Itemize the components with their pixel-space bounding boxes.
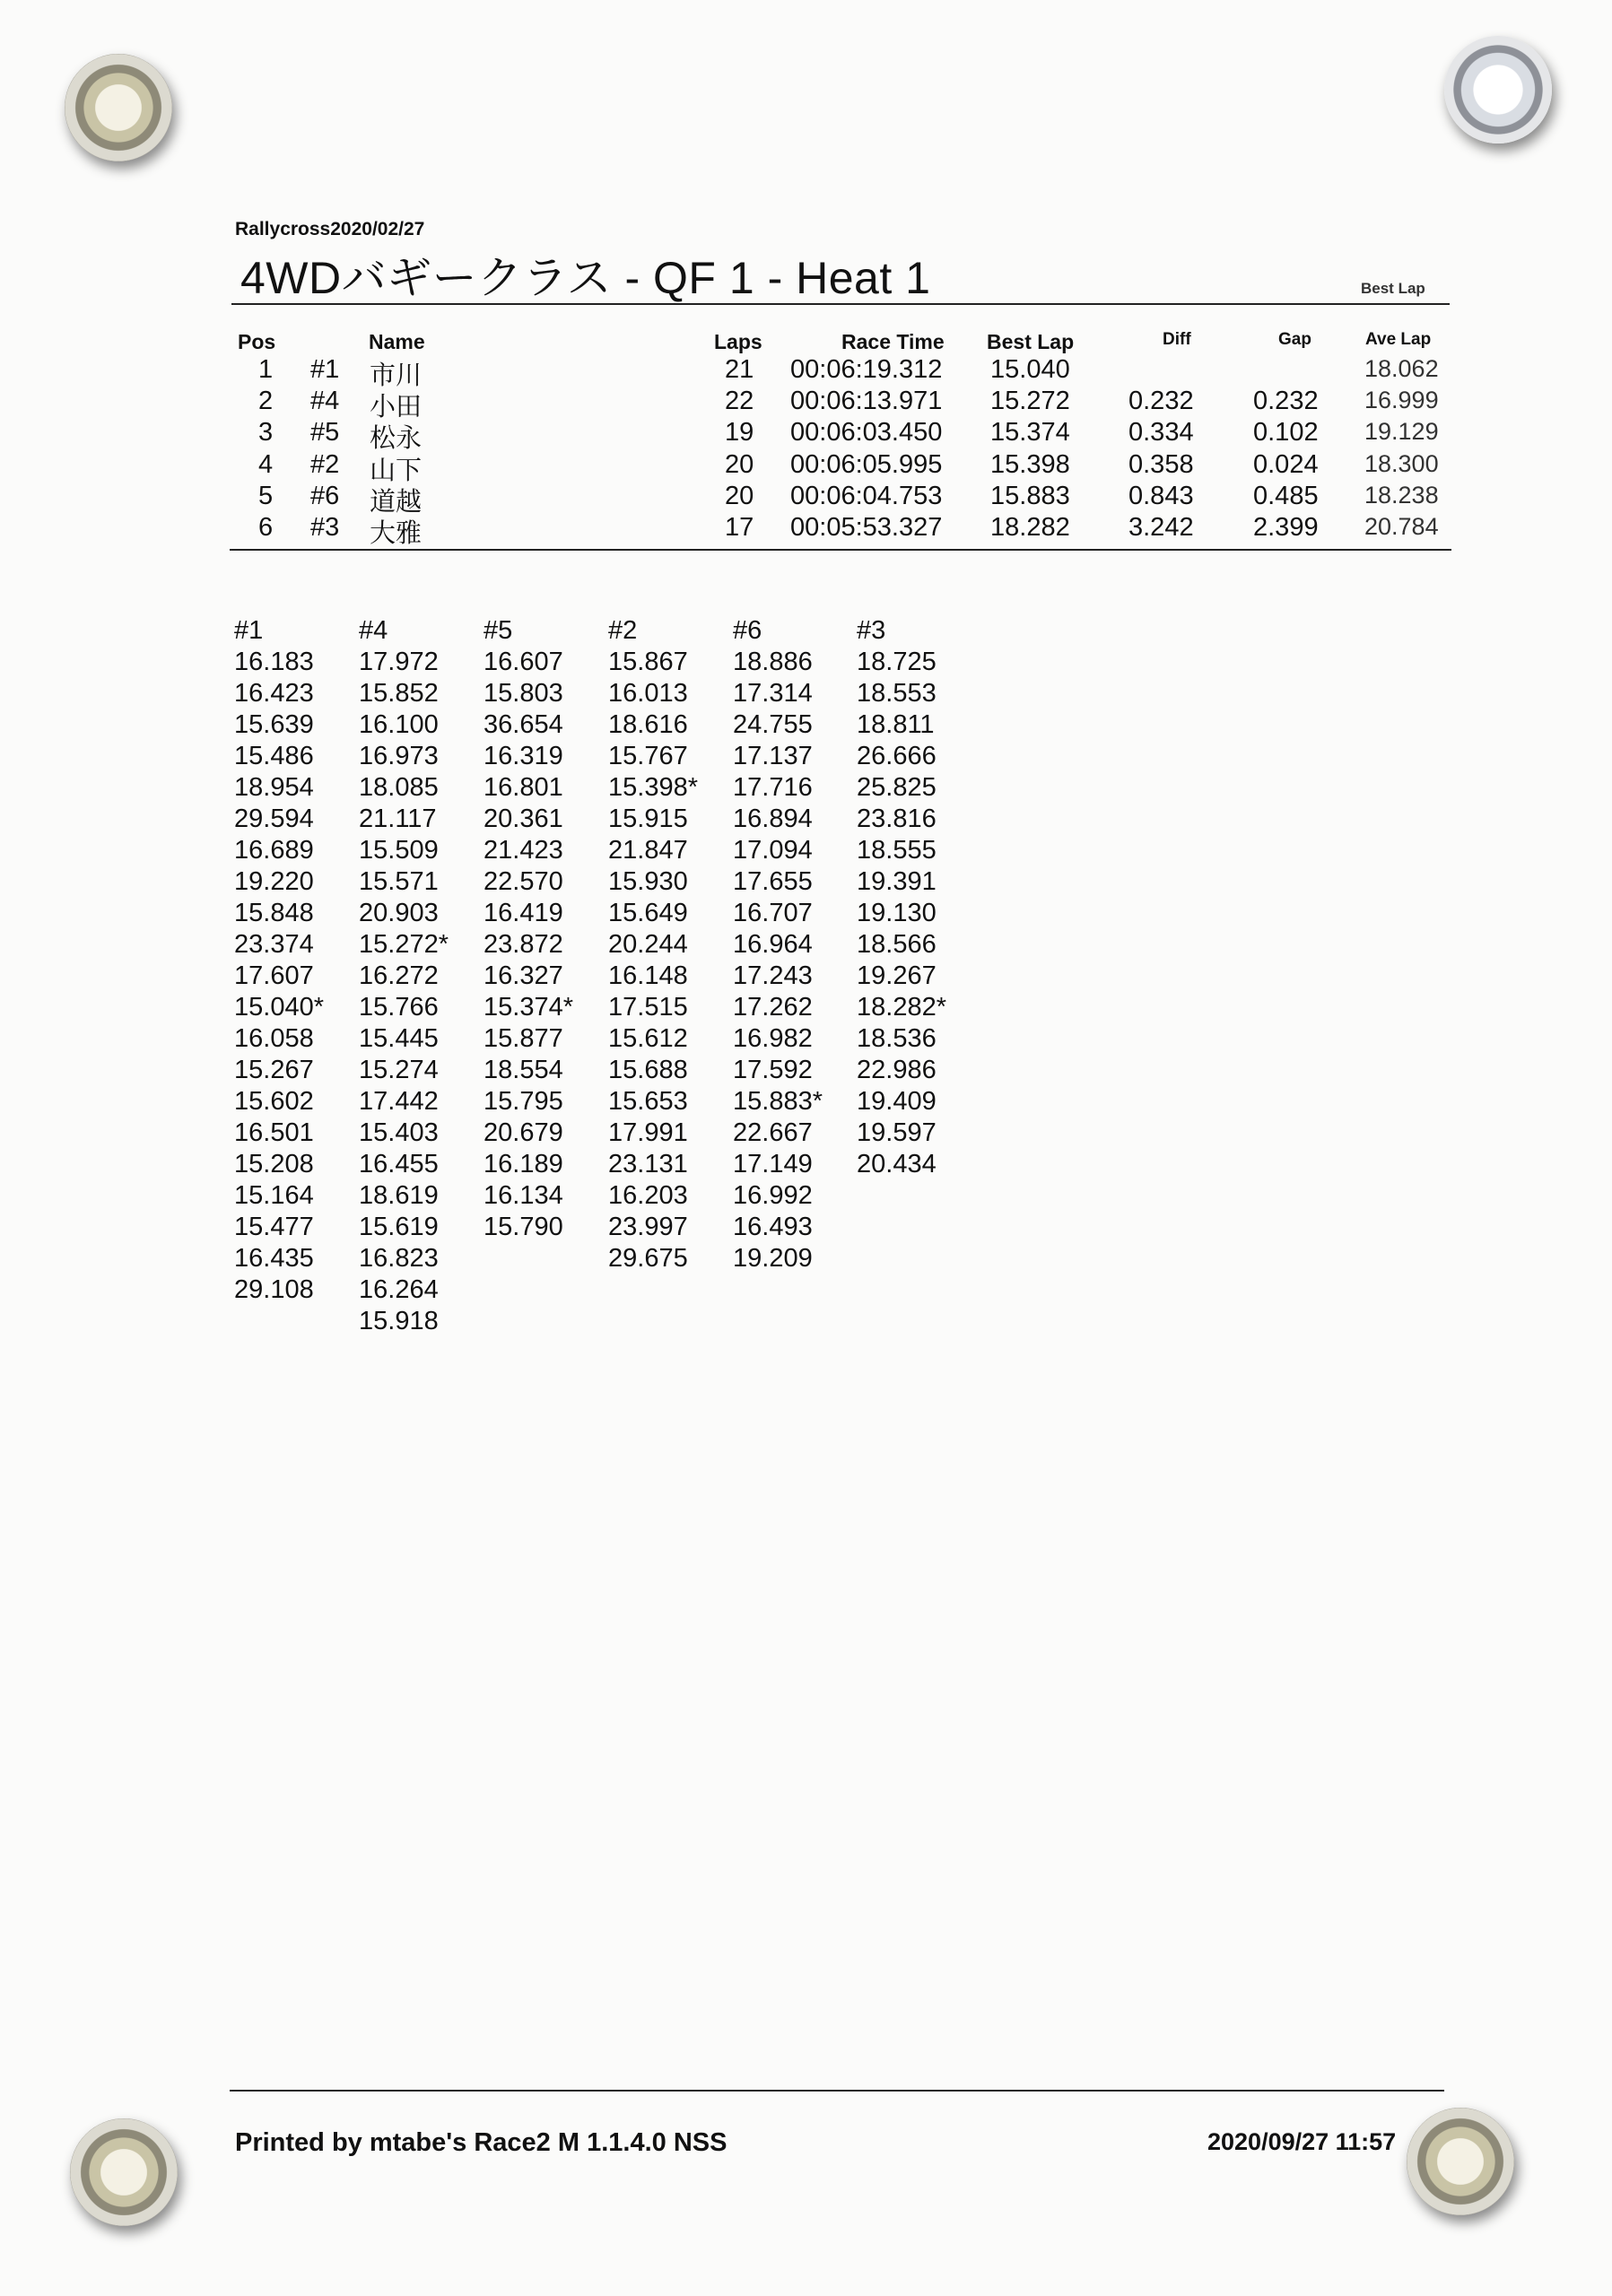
lap-time-cell: 23.872 [484,930,563,959]
lap-column-header: #5 [484,616,513,645]
lap-time-cell: 16.894 [733,804,813,833]
result-pos: 5 [258,481,274,510]
lap-time-cell: 16.319 [484,742,563,770]
lap-time-cell: 15.267 [234,1056,314,1084]
lap-time-cell: 15.915 [608,804,688,833]
lap-column-header: #1 [234,616,264,645]
lap-time-cell: 15.688 [608,1056,688,1084]
lap-time-cell: 18.282* [857,993,946,1022]
result-pos: 2 [258,387,274,416]
result-car-number: #5 [310,418,340,448]
result-best-lap: 18.282 [990,513,1070,542]
lap-time-cell: 18.811 [857,710,935,739]
result-driver-name: 道越 [370,487,423,517]
lap-time-cell: 19.597 [857,1118,937,1147]
result-gap: 0.024 [1253,449,1319,479]
result-ave-lap: 18.300 [1364,449,1439,477]
result-laps: 21 [725,355,754,384]
lap-time-cell: 17.991 [608,1118,688,1147]
lap-time-cell: 20.434 [857,1150,937,1178]
result-pos: 3 [258,418,274,448]
result-car-number: #4 [310,387,340,416]
lap-time-cell: 17.262 [733,993,813,1022]
printed-by-text: Printed by mtabe's Race2 M 1.1.4.0 NSS [235,2128,728,2157]
lap-time-cell: 16.607 [484,648,563,676]
result-pos: 6 [258,513,274,542]
lap-time-cell: 19.130 [857,899,937,927]
lap-time-cell: 15.918 [359,1307,439,1335]
lap-time-cell: 19.220 [234,867,314,896]
col-header-laps: Laps [714,330,762,353]
result-pos: 4 [258,449,274,479]
result-diff: 0.334 [1128,418,1194,448]
result-ave-lap: 18.062 [1364,355,1439,382]
lap-column-header: #2 [608,616,638,645]
result-car-number: #6 [310,481,340,510]
lap-column-header: #3 [857,616,886,645]
lap-time-cell: 18.954 [234,773,314,802]
lap-time-cell: 16.013 [608,679,688,708]
lap-time-cell: 16.189 [484,1150,563,1178]
lap-time-cell: 19.267 [857,961,937,990]
lap-time-cell: 15.795 [484,1087,563,1116]
lap-time-cell: 21.117 [359,804,437,833]
lap-time-cell: 19.209 [733,1244,813,1273]
lap-time-cell: 29.675 [608,1244,688,1273]
lap-time-cell: 15.040* [234,993,324,1022]
lap-time-cell: 18.085 [359,773,439,802]
result-car-number: #2 [310,449,340,479]
magnet-bottom-left [70,2118,178,2226]
lap-time-cell: 15.930 [608,867,688,896]
lap-time-cell: 15.766 [359,993,439,1022]
lap-time-cell: 21.423 [484,836,563,865]
lap-time-cell: 16.455 [359,1150,439,1178]
result-gap: 0.102 [1253,418,1319,448]
result-driver-name: 市川 [370,361,423,390]
lap-column [857,615,982,1180]
lap-time-cell: 16.272 [359,961,439,990]
col-header-ave-lap: Ave Lap [1365,330,1432,349]
lap-time-cell: 15.803 [484,679,563,708]
result-car-number: #1 [310,355,340,384]
result-best-lap: 15.040 [990,355,1070,384]
result-laps: 20 [725,449,754,479]
lap-time-cell: 21.847 [608,836,688,865]
result-best-lap: 15.374 [990,418,1070,448]
result-race-time: 00:06:04.753 [790,481,943,510]
result-diff: 0.232 [1128,387,1194,416]
lap-time-cell: 16.707 [733,899,813,927]
lap-time-cell: 15.867 [608,648,688,676]
lap-time-cell: 15.164 [234,1181,314,1210]
lap-time-cell: 17.442 [359,1087,439,1116]
lap-time-cell: 18.725 [857,648,937,676]
result-best-lap: 15.883 [990,481,1070,510]
result-race-time: 00:06:05.995 [790,449,943,479]
table-row [0,418,1612,454]
lap-time-cell: 16.964 [733,930,813,959]
lap-time-cell: 18.554 [484,1056,563,1084]
result-laps: 17 [725,513,754,542]
result-car-number: #3 [310,513,340,542]
lap-time-cell: 17.607 [234,961,314,990]
table-row [0,449,1612,485]
lap-time-cell: 18.566 [857,930,937,959]
lap-time-cell: 16.982 [733,1024,813,1053]
lap-time-cell: 16.992 [733,1181,813,1210]
col-header-gap: Gap [1278,330,1311,349]
lap-time-cell: 15.790 [484,1213,563,1241]
lap-time-cell: 17.972 [359,648,439,676]
lap-time-cell: 20.244 [608,930,688,959]
result-race-time: 00:05:53.327 [790,513,943,542]
lap-time-cell: 18.616 [608,710,688,739]
lap-time-cell: 16.203 [608,1181,688,1210]
result-laps: 22 [725,387,754,416]
lap-column [733,615,858,1274]
table-row [0,513,1612,548]
lap-time-cell: 29.108 [234,1275,314,1304]
lap-time-cell: 20.679 [484,1118,563,1147]
table-row [0,387,1612,422]
lap-time-cell: 15.852 [359,679,439,708]
lap-time-cell: 17.655 [733,867,813,896]
result-ave-lap: 18.238 [1364,481,1439,509]
lap-column [608,615,734,1274]
result-gap: 0.232 [1253,387,1319,416]
lap-time-cell: 19.391 [857,867,937,896]
result-best-lap: 15.398 [990,449,1070,479]
lap-time-cell: 15.612 [608,1024,688,1053]
result-diff: 3.242 [1128,513,1194,542]
result-laps: 19 [725,418,754,448]
lap-time-cell: 16.689 [234,836,314,865]
lap-time-cell: 18.553 [857,679,937,708]
lap-time-cell: 15.272* [359,930,449,959]
result-ave-lap: 20.784 [1364,513,1439,540]
lap-time-cell: 26.666 [857,742,937,770]
lap-time-cell: 15.274 [359,1056,439,1084]
lap-time-cell: 23.997 [608,1213,688,1241]
lap-time-cell: 17.094 [733,836,813,865]
lap-time-cell: 16.058 [234,1024,314,1053]
result-gap: 0.485 [1253,481,1319,510]
results-bottom-rule [230,549,1451,551]
lap-time-cell: 16.423 [234,679,314,708]
lap-time-cell: 22.570 [484,867,563,896]
lap-time-cell: 15.649 [608,899,688,927]
lap-time-cell: 23.374 [234,930,314,959]
table-row [0,355,1612,390]
event-subtitle: Rallycross2020/02/27 [235,219,425,239]
lap-time-cell: 18.886 [733,648,813,676]
lap-time-cell: 20.903 [359,899,439,927]
lap-time-cell: 15.848 [234,899,314,927]
lap-time-cell: 25.825 [857,773,937,802]
result-laps: 20 [725,481,754,510]
magnet-top-left [65,54,172,161]
lap-time-cell: 16.148 [608,961,688,990]
lap-column [484,615,609,1243]
lap-time-cell: 16.493 [733,1213,813,1241]
lap-time-cell: 15.477 [234,1213,314,1241]
lap-time-cell: 15.374* [484,993,573,1022]
lap-time-cell: 16.801 [484,773,563,802]
page-title: 4WDバギークラス - QF 1 - Heat 1 [240,253,931,303]
lap-time-cell: 17.592 [733,1056,813,1084]
lap-time-cell: 15.208 [234,1150,314,1178]
lap-time-cell: 15.445 [359,1024,439,1053]
lap-time-cell: 15.398* [608,773,698,802]
lap-time-cell: 23.816 [857,804,937,833]
lap-time-cell: 18.536 [857,1024,937,1053]
lap-time-cell: 17.716 [733,773,813,802]
lap-column-header: #4 [359,616,388,645]
magnet-top-right [1444,36,1552,144]
lap-time-cell: 16.823 [359,1244,439,1273]
result-ave-lap: 16.999 [1364,387,1439,414]
lap-time-cell: 16.134 [484,1181,563,1210]
result-best-lap: 15.272 [990,387,1070,416]
lap-time-cell: 36.654 [484,710,563,739]
result-driver-name: 山下 [370,456,423,485]
result-driver-name: 大雅 [370,519,423,548]
result-race-time: 00:06:13.971 [790,387,943,416]
lap-time-cell: 16.327 [484,961,563,990]
lap-time-cell: 15.602 [234,1087,314,1116]
lap-time-cell: 15.653 [608,1087,688,1116]
lap-time-cell: 15.403 [359,1118,439,1147]
lap-time-cell: 16.100 [359,710,439,739]
lap-time-cell: 22.667 [733,1118,813,1147]
lap-time-cell: 16.973 [359,742,439,770]
col-header-best-lap: Best Lap [987,330,1075,353]
col-header-name: Name [369,330,425,353]
lap-time-cell: 15.486 [234,742,314,770]
footer-rule [230,2090,1444,2092]
result-race-time: 00:06:19.312 [790,355,943,384]
col-header-pos: Pos [238,330,276,353]
result-diff: 0.843 [1128,481,1194,510]
lap-time-cell: 24.755 [733,710,813,739]
lap-time-cell: 16.501 [234,1118,314,1147]
lap-time-cell: 19.409 [857,1087,937,1116]
lap-column [234,615,360,1306]
lap-time-cell: 15.639 [234,710,314,739]
lap-time-cell: 17.314 [733,679,813,708]
result-gap: 2.399 [1253,513,1319,542]
print-timestamp: 2020/09/27 11:57 [1207,2128,1397,2155]
lap-time-cell: 16.183 [234,648,314,676]
lap-time-cell: 29.594 [234,804,314,833]
result-race-time: 00:06:03.450 [790,418,943,448]
col-header-diff: Diff [1163,330,1191,349]
lap-time-cell: 17.243 [733,961,813,990]
lap-time-cell: 15.571 [359,867,439,896]
result-ave-lap: 19.129 [1364,418,1439,446]
lap-time-cell: 15.767 [608,742,688,770]
lap-time-cell: 15.877 [484,1024,563,1053]
lap-time-cell: 20.361 [484,804,563,833]
col-header-race-time: Race Time [841,330,945,353]
lap-time-cell: 17.515 [608,993,688,1022]
table-row [0,481,1612,517]
lap-time-cell: 16.435 [234,1244,314,1273]
result-pos: 1 [258,355,274,384]
lap-column [359,615,484,1337]
header-rule [231,303,1450,305]
lap-time-cell: 23.131 [608,1150,688,1178]
lap-time-cell: 17.137 [733,742,813,770]
lap-time-cell: 15.509 [359,836,439,865]
lap-time-cell: 16.419 [484,899,563,927]
lap-time-cell: 16.264 [359,1275,439,1304]
lap-time-cell: 18.555 [857,836,937,865]
result-diff: 0.358 [1128,449,1194,479]
result-driver-name: 小田 [370,393,423,422]
lap-column-header: #6 [733,616,762,645]
lap-time-cell: 15.883* [733,1087,823,1116]
lap-time-cell: 18.619 [359,1181,439,1210]
lap-time-cell: 15.619 [359,1213,439,1241]
magnet-bottom-right [1407,2108,1514,2215]
best-lap-corner-label: Best Lap [1361,280,1425,297]
result-driver-name: 松永 [370,424,423,454]
lap-time-cell: 22.986 [857,1056,937,1084]
lap-time-cell: 17.149 [733,1150,813,1178]
